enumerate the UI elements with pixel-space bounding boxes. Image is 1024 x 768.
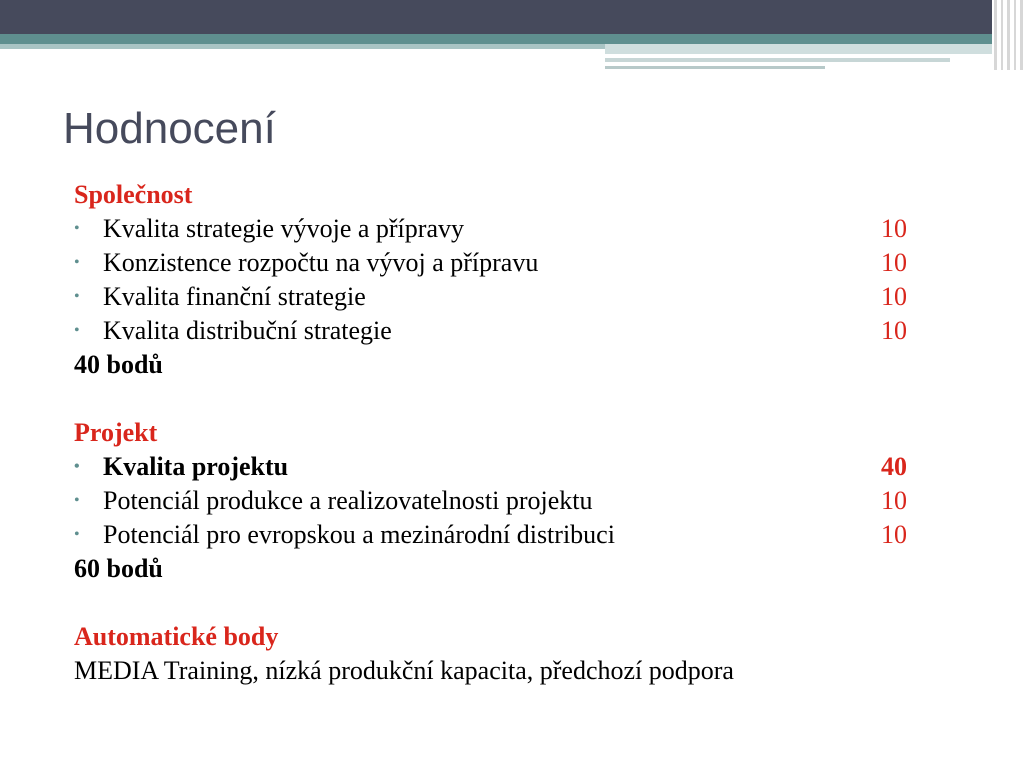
- bullet-icon: •: [74, 254, 80, 271]
- header-band-right-thin: [605, 58, 950, 62]
- item-label: Konzistence rozpočtu na vývoj a přípravu: [103, 248, 539, 277]
- item-label: Potenciál produkce a realizovatelnosti projektu: [103, 486, 593, 515]
- bullet-icon: •: [74, 288, 80, 305]
- header-band-right: [605, 44, 1000, 54]
- section-heading-spolecnost: Společnost: [74, 180, 193, 209]
- item-label: Kvalita finanční strategie: [103, 282, 366, 311]
- header-band-dark: [0, 0, 1024, 34]
- list-item: [74, 246, 974, 280]
- section-heading-projekt: Projekt: [74, 418, 158, 447]
- header-band-teal: [0, 34, 1024, 44]
- list-item: [74, 212, 974, 246]
- spacer: [74, 586, 974, 620]
- item-label: Kvalita distribuční strategie: [103, 316, 392, 345]
- bullet-icon: •: [74, 492, 80, 509]
- section-total: 40 bodů: [74, 350, 163, 379]
- item-label: Potenciál pro evropskou a mezinárodní distribuci: [103, 520, 615, 549]
- item-points: 40: [881, 452, 907, 481]
- list-item: [74, 280, 974, 314]
- item-points: 10: [881, 486, 907, 515]
- list-item: [74, 518, 974, 552]
- bullet-icon: •: [74, 322, 80, 339]
- spacer: [74, 382, 974, 416]
- item-points: 10: [881, 520, 907, 549]
- bullet-icon: •: [74, 220, 80, 237]
- header-band-right-thinner: [605, 66, 825, 69]
- slide-content: [74, 178, 974, 688]
- list-item: [74, 314, 974, 348]
- list-item: [74, 484, 974, 518]
- item-label: Kvalita strategie vývoje a přípravy: [103, 214, 464, 243]
- item-points: 10: [881, 282, 907, 311]
- bullet-icon: •: [74, 458, 80, 475]
- bullet-icon: •: [74, 526, 80, 543]
- item-points: 10: [881, 248, 907, 277]
- section-heading-automaticke-body: Automatické body: [74, 622, 279, 651]
- automatic-points-text: MEDIA Training, nízká produkční kapacita, předchozí podpora: [74, 656, 734, 685]
- list-item: [74, 450, 974, 484]
- item-points: 10: [881, 316, 907, 345]
- decorative-stripes: [992, 0, 1024, 70]
- header-band-light: [0, 44, 605, 49]
- item-label: Kvalita projektu: [103, 452, 289, 481]
- item-points: 10: [881, 214, 907, 243]
- slide-title: Hodnocení: [63, 104, 276, 153]
- section-total: 60 bodů: [74, 554, 163, 583]
